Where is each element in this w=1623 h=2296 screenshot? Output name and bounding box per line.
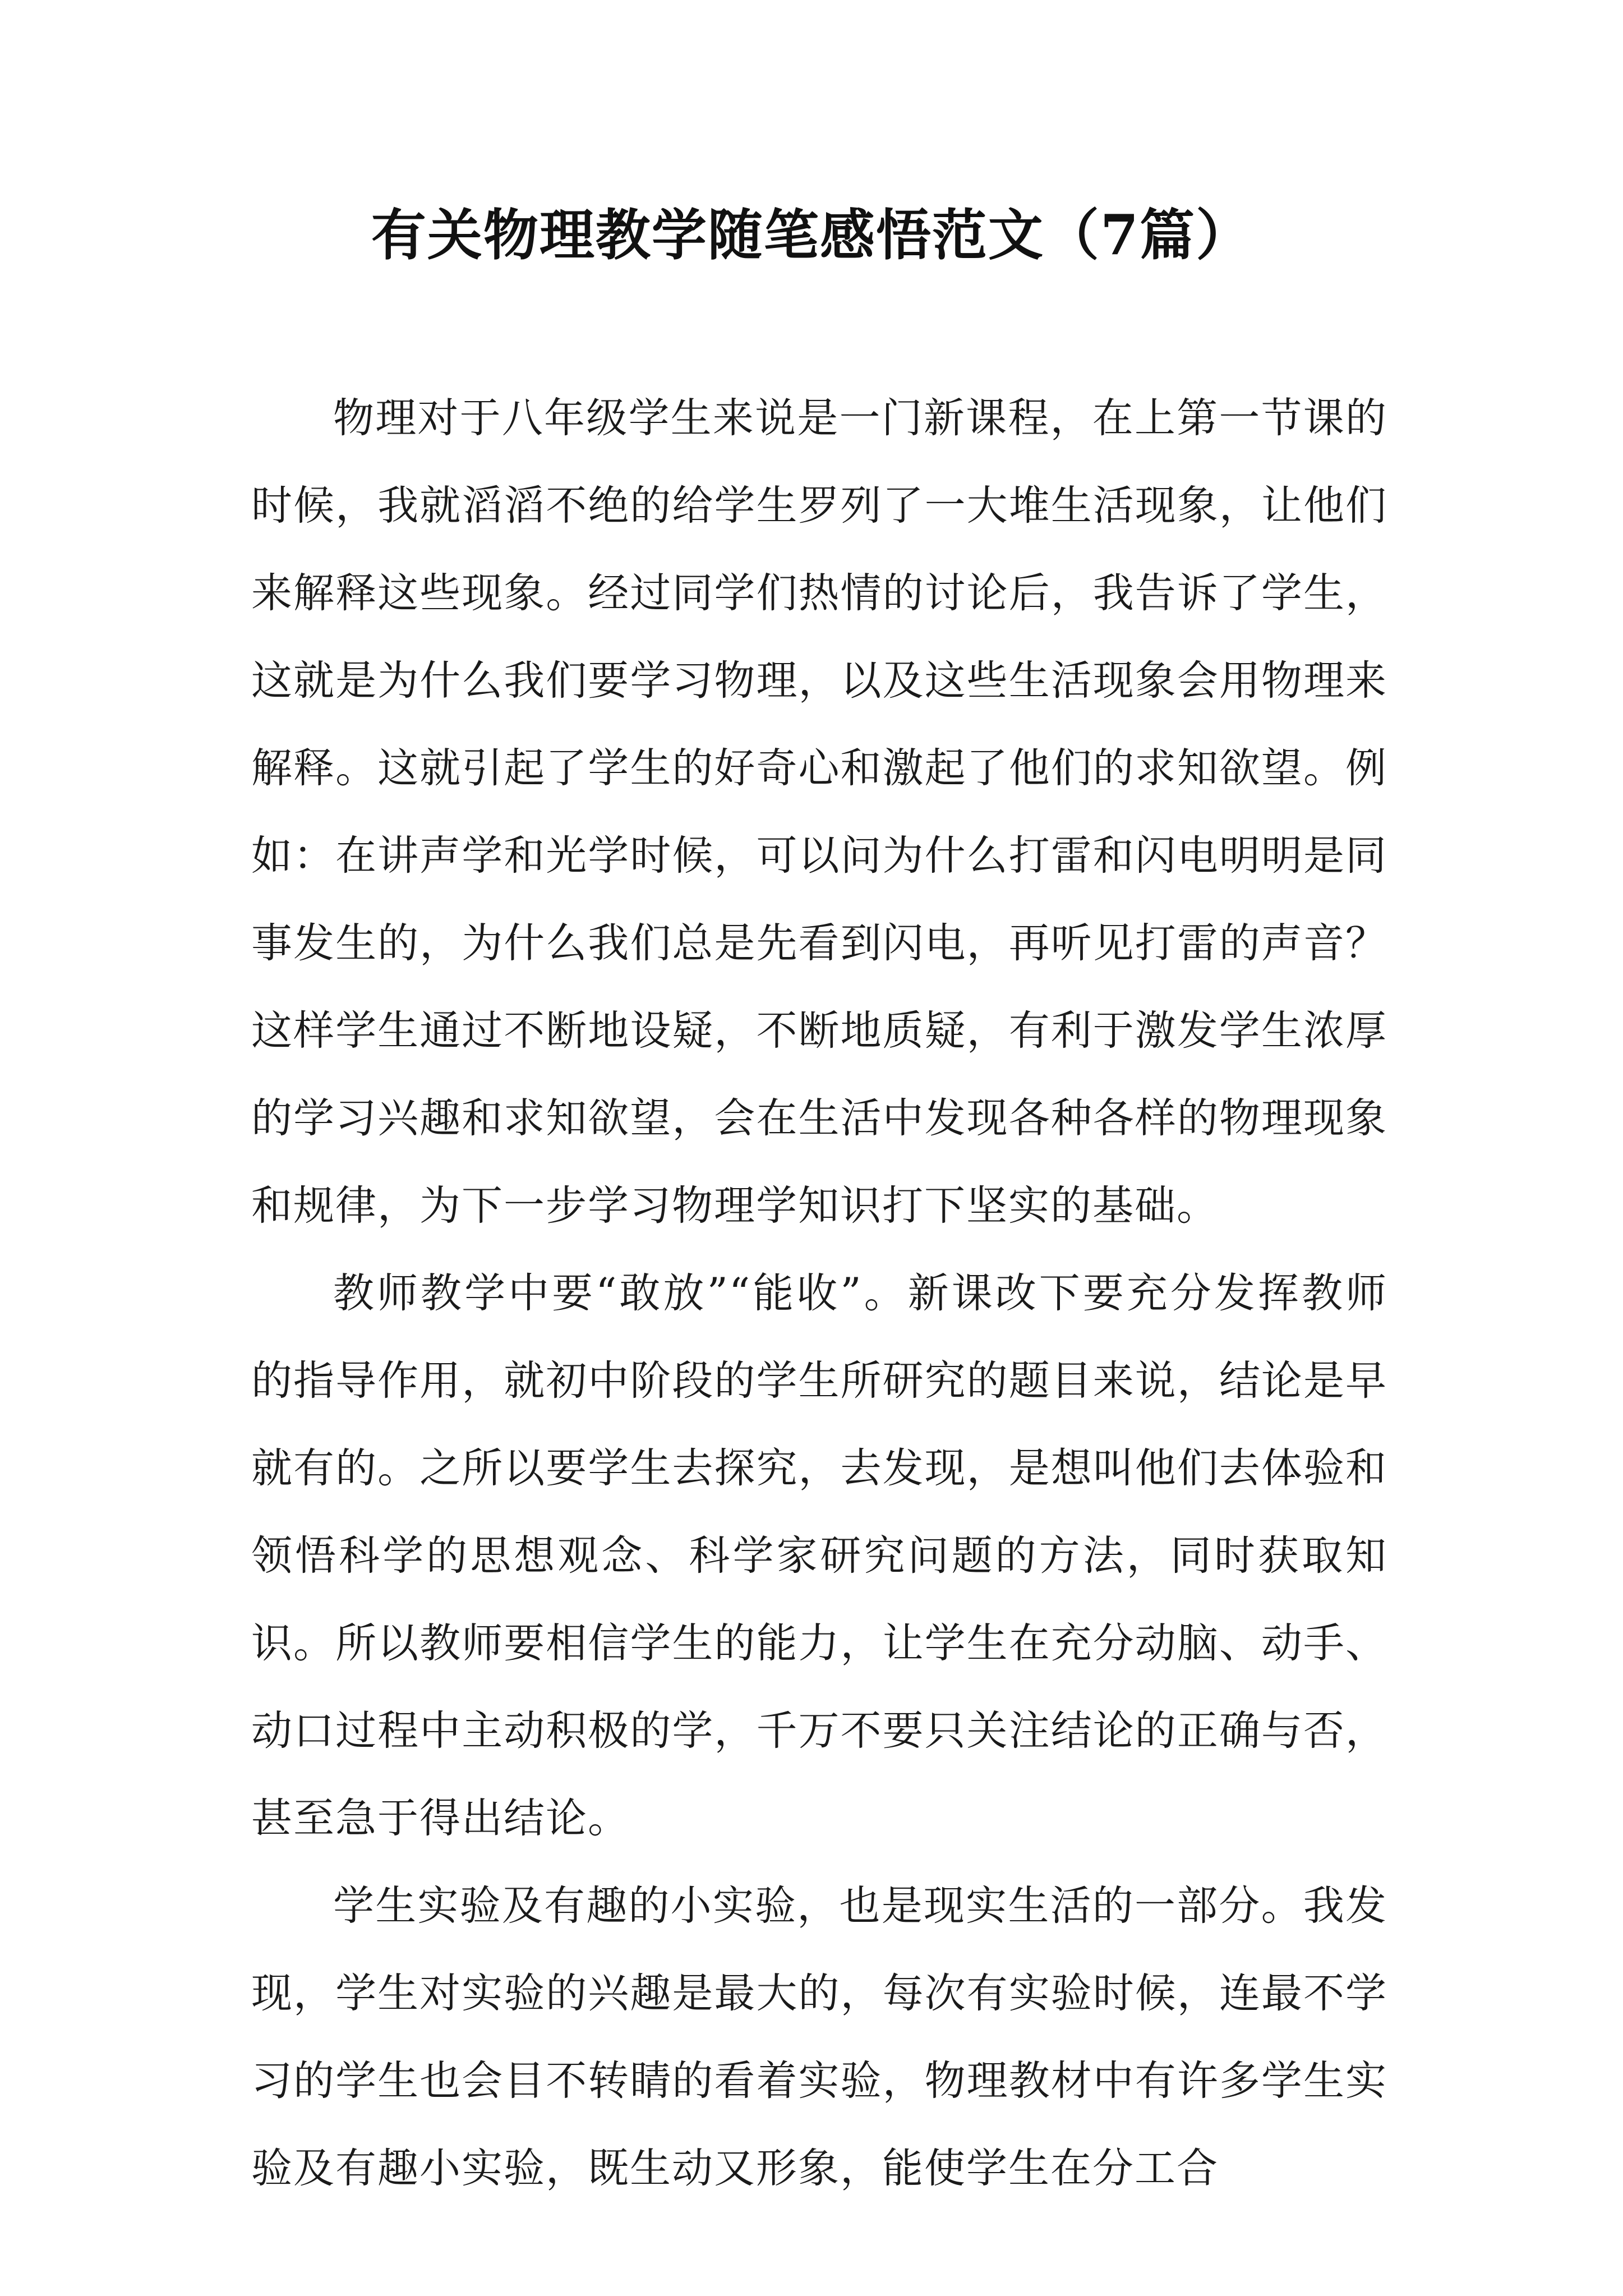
paragraph-3: 学生实验及有趣的小实验，也是现实生活的一部分。我发现，学生对实验的兴趣是最大的，每次有实验时候，连最不学习的学生也会目不转睛的看着实验，物理教材中有许多学生实验及有趣小实验，既生动又形象，能使学生在分工合	[251, 1882, 1387, 2192]
paragraph-1: 物理对于八年级学生来说是一门新课程，在上第一节课的时候，我就滔滔不绝的给学生罗列了一大堆生活现象，让他们来解释这些现象。经过同学们热情的讨论后，我告诉了学生，这就是为什么我们要学习物理，以及这些生活现象会用物理来解释。这就引起了学生的好奇心和激起了他们的求知欲望。例如：在讲声学和光学时候，可以问为什么打雷和闪电明明是同事发生的，为什么我们总是先看到闪电，再听见打雷的声音？这样学生通过不断地设疑，不断地质疑，有利于激发学生浓厚的学习兴趣和求知欲望，会在生活中发现各种各样的物理现象和规律，为下一步学习物理学知识打下坚实的基础。	[251, 394, 1387, 1230]
document-title: 有关物理教学随笔感悟范文（7篇）	[371, 203, 1252, 268]
paragraph-2: 教师教学中要“敢放”“能收”。新课改下要充分发挥教师的指导作用，就初中阶段的学生所研究的题目来说，结论是早就有的。之所以要学生去探究，去发现，是想叫他们去体验和领悟科学的思想观念、科学家研究问题的方法，同时获取知识。所以教师要相信学生的能力，让学生在充分动脑、动手、动口过程中主动积极的学，千万不要只关注结论的正确与否，甚至急于得出结论。	[251, 1269, 1387, 1842]
document-body	[251, 375, 1387, 2212]
